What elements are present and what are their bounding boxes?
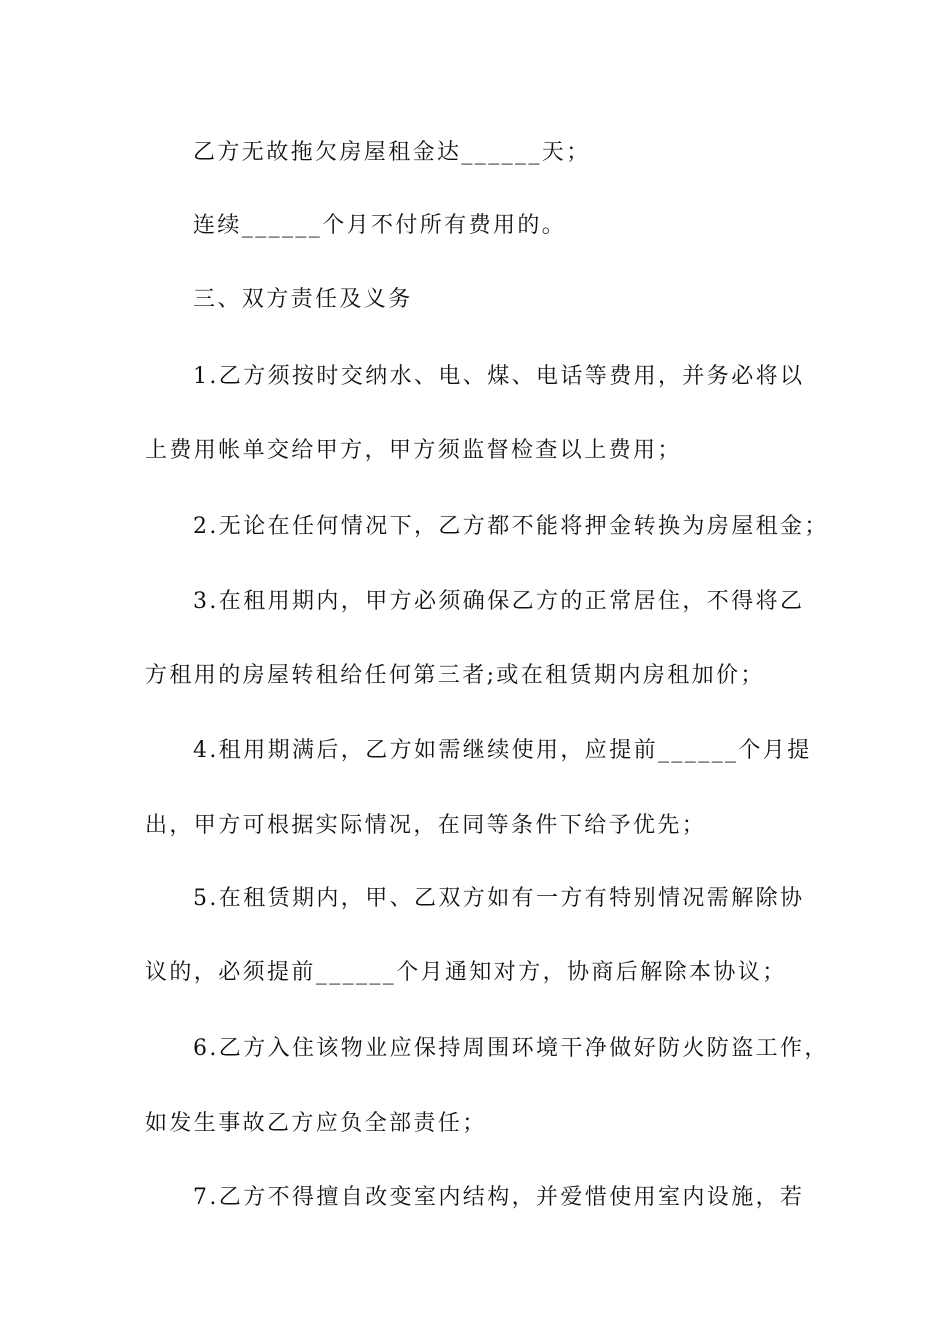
text-line: 方租用的房屋转租给任何第三者;或在租赁期内房租加价； (145, 663, 765, 688)
text-line: 乙方无故拖欠房屋租金达______天； (193, 140, 591, 165)
text-line: 上费用帐单交给甲方，甲方须监督检查以上费用； (145, 438, 682, 463)
text-line: 3.在租用期内，甲方必须确保乙方的正常居住，不得将乙 (193, 589, 805, 614)
text-line: 7.乙方不得擅自改变室内结构，并爱惜使用室内设施，若 (193, 1185, 805, 1210)
text-line: 5.在租赁期内，甲、乙双方如有一方有特别情况需解除协 (193, 886, 805, 911)
text-line: 1.乙方须按时交纳水、电、煤、电话等费用，并务必将以 (193, 364, 805, 389)
text-line: 如发生事故乙方应负全部责任； (145, 1111, 487, 1136)
text-line: 2.无论在任何情况下，乙方都不能将押金转换为房屋租金； (193, 514, 829, 539)
section-heading: 三、双方责任及义务 (193, 287, 413, 312)
text-line: 6.乙方入住该物业应保持周围环境干净做好防火防盗工作， (193, 1036, 829, 1061)
text-line: 议的，必须提前______个月通知对方，协商后解除本协议； (145, 960, 787, 985)
text-line: 连续______个月不付所有费用的。 (193, 213, 567, 238)
text-line: 出，甲方可根据实际情况，在同等条件下给予优先； (145, 813, 707, 838)
text-line: 4.租用期满后，乙方如需继续使用，应提前______个月提 (193, 738, 812, 763)
